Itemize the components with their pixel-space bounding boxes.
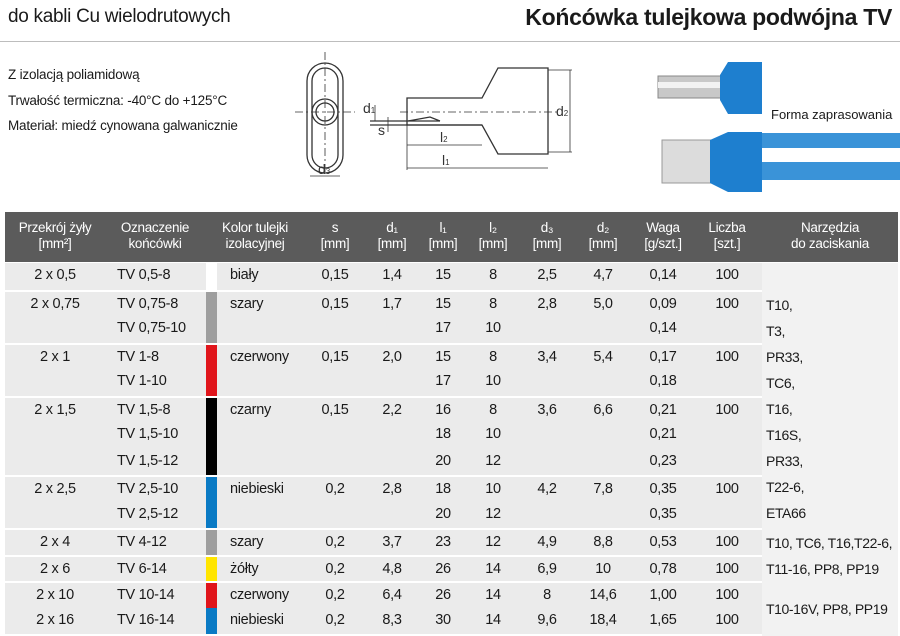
s-cell: 0,2 xyxy=(325,534,345,550)
l1-cell: 23 xyxy=(435,534,451,550)
spec-insulation: Z izolacją poliamidową xyxy=(8,67,140,82)
l1-cell: 17 xyxy=(435,373,451,389)
d2-cell: 10 xyxy=(595,560,611,577)
color-swatch xyxy=(206,369,217,396)
l1-cell: 26 xyxy=(435,587,451,603)
d1-cell: 6,4 xyxy=(382,587,402,603)
color-name-cell: czarny xyxy=(230,401,271,418)
code-cell: TV 0,75-10 xyxy=(117,320,186,336)
d3-cell: 4,9 xyxy=(537,534,557,550)
table-row xyxy=(5,449,762,476)
d1-cell: 3,7 xyxy=(382,534,402,550)
l2-cell: 10 xyxy=(485,373,501,389)
col-d3: d₃ [mm] xyxy=(532,220,562,251)
weight-cell: 0,35 xyxy=(649,505,677,522)
d2-cell: 14,6 xyxy=(589,587,617,603)
label-s: s xyxy=(378,122,385,138)
l1-cell: 16 xyxy=(435,401,451,418)
color-swatch xyxy=(206,557,217,582)
s-cell: 0,15 xyxy=(321,348,349,365)
weight-cell: 0,14 xyxy=(649,320,677,336)
l1-cell: 20 xyxy=(435,505,451,522)
subtitle: do kabli Cu wielodrutowych xyxy=(8,6,231,27)
weight-cell: 0,21 xyxy=(649,426,677,442)
s-cell: 0,15 xyxy=(321,401,349,418)
l1-cell: 26 xyxy=(435,560,451,577)
l2-cell: 10 xyxy=(485,481,501,497)
d1-cell: 1,7 xyxy=(382,295,402,312)
table-row xyxy=(5,502,762,529)
section-cell: 2 x 1,5 xyxy=(34,401,76,418)
d2-cell: 5,0 xyxy=(593,295,613,312)
count-cell: 100 xyxy=(715,587,739,603)
section-cell: 2 x 0,5 xyxy=(34,267,76,283)
d1-cell: 8,3 xyxy=(382,611,402,628)
label-d2: d2 xyxy=(556,103,569,119)
weight-cell: 0,18 xyxy=(649,373,677,389)
code-cell: TV 2,5-12 xyxy=(117,505,178,522)
color-swatch xyxy=(206,263,217,290)
code-cell: TV 10-14 xyxy=(117,587,175,603)
photo-caption: Forma zaprasowania xyxy=(771,107,893,122)
color-name-cell: czerwony xyxy=(230,348,289,365)
d1-cell: 2,2 xyxy=(382,401,402,418)
code-cell: TV 2,5-10 xyxy=(117,481,178,497)
color-name-cell: szary xyxy=(230,534,264,550)
label-d1: d1 xyxy=(363,100,376,116)
table-row xyxy=(5,263,762,290)
color-swatch xyxy=(206,608,217,635)
d1-cell: 1,4 xyxy=(382,267,402,283)
label-l1: l1 xyxy=(442,152,450,168)
weight-cell: 0,53 xyxy=(649,534,677,550)
d3-cell: 6,9 xyxy=(537,560,557,577)
l1-cell: 17 xyxy=(435,320,451,336)
spec-temperature: Trwałość termiczna: -40°C do +125°C xyxy=(8,93,228,108)
d1-cell: 2,0 xyxy=(382,348,402,365)
table-row xyxy=(5,290,762,317)
table-row xyxy=(5,555,762,582)
weight-cell: 0,23 xyxy=(649,452,677,469)
count-cell: 100 xyxy=(715,267,739,283)
d3-cell: 4,2 xyxy=(537,481,557,497)
l2-cell: 8 xyxy=(489,295,497,312)
l2-cell: 12 xyxy=(485,452,501,469)
weight-cell: 0,35 xyxy=(649,481,677,497)
tools-list: T10, T3, PR33, TC6, T16, T16S, PR33, T22-6, ETA66 xyxy=(766,296,806,521)
d3-cell: 3,6 xyxy=(537,401,557,418)
section-cell: 2 x 16 xyxy=(36,611,74,628)
code-cell: TV 0,75-8 xyxy=(117,295,178,312)
l2-cell: 10 xyxy=(485,426,501,442)
code-cell: TV 1,5-10 xyxy=(117,426,178,442)
table-row xyxy=(5,581,762,608)
l1-cell: 30 xyxy=(435,611,451,628)
table-row xyxy=(5,422,762,449)
technical-drawing xyxy=(280,50,600,190)
count-cell: 100 xyxy=(715,348,739,365)
color-swatch xyxy=(206,316,217,343)
color-swatch xyxy=(206,292,217,317)
color-name-cell: niebieski xyxy=(230,481,284,497)
count-cell: 100 xyxy=(715,481,739,497)
color-swatch xyxy=(206,530,217,555)
code-cell: TV 1-10 xyxy=(117,373,167,389)
d3-cell: 8 xyxy=(543,587,551,603)
s-cell: 0,2 xyxy=(325,481,345,497)
weight-cell: 1,00 xyxy=(649,587,677,603)
section-cell: 2 x 4 xyxy=(40,534,70,550)
s-cell: 0,2 xyxy=(325,611,345,628)
col-s: s [mm] xyxy=(320,220,350,251)
col-d2: d₂ [mm] xyxy=(588,220,618,251)
color-swatch xyxy=(206,449,217,476)
count-cell: 100 xyxy=(715,611,739,628)
l2-cell: 8 xyxy=(489,401,497,418)
section-cell: 2 x 1 xyxy=(40,348,70,365)
col-przekroj: Przekrój żyły [mm²] xyxy=(18,220,92,251)
d2-cell: 4,7 xyxy=(593,267,613,283)
table-row xyxy=(5,475,762,502)
code-cell: TV 0,5-8 xyxy=(117,267,171,283)
weight-cell: 0,09 xyxy=(649,295,677,312)
col-oznaczenie: Oznaczenie końcówki xyxy=(120,220,190,251)
weight-cell: 0,78 xyxy=(649,560,677,577)
color-name-cell: czerwony xyxy=(230,587,289,603)
l2-cell: 14 xyxy=(485,611,501,628)
l1-cell: 20 xyxy=(435,452,451,469)
code-cell: TV 4-12 xyxy=(117,534,167,550)
l1-cell: 15 xyxy=(435,348,451,365)
color-name-cell: niebieski xyxy=(230,611,284,628)
d2-cell: 6,6 xyxy=(593,401,613,418)
table-row xyxy=(5,343,762,370)
tools-list: T10, TC6, T16,T22-6, T11-16, PP8, PP19 xyxy=(766,535,893,577)
weight-cell: 0,14 xyxy=(649,267,677,283)
col-d1: d₁ [mm] xyxy=(377,220,407,251)
l1-cell: 15 xyxy=(435,295,451,312)
l1-cell: 18 xyxy=(435,426,451,442)
l1-cell: 15 xyxy=(435,267,451,283)
code-cell: TV 1-8 xyxy=(117,348,159,365)
weight-cell: 1,65 xyxy=(649,611,677,628)
l2-cell: 12 xyxy=(485,534,501,550)
table-body xyxy=(5,263,898,636)
l2-cell: 12 xyxy=(485,505,501,522)
section-cell: 2 x 0,75 xyxy=(30,295,80,312)
col-liczba: Liczba [szt.] xyxy=(708,220,746,251)
color-swatch xyxy=(206,477,217,502)
l1-cell: 18 xyxy=(435,481,451,497)
table-row xyxy=(5,396,762,423)
col-narzedzia: Narzędzia do zaciskania xyxy=(791,220,869,251)
weight-cell: 0,21 xyxy=(649,401,677,418)
color-name-cell: biały xyxy=(230,267,259,283)
count-cell: 100 xyxy=(715,560,739,577)
section-cell: 2 x 10 xyxy=(36,587,74,603)
d1-cell: 4,8 xyxy=(382,560,402,577)
table-row xyxy=(5,369,762,396)
l2-cell: 14 xyxy=(485,587,501,603)
code-cell: TV 16-14 xyxy=(117,611,175,628)
label-d3: d3 xyxy=(318,161,331,177)
color-name-cell: szary xyxy=(230,295,264,312)
l2-cell: 14 xyxy=(485,560,501,577)
l2-cell: 10 xyxy=(485,320,501,336)
color-swatch xyxy=(206,345,217,370)
table-header xyxy=(5,212,898,262)
s-cell: 0,2 xyxy=(325,587,345,603)
spec-material: Materiał: miedź cynowana galwanicznie xyxy=(8,118,238,133)
d3-cell: 2,5 xyxy=(537,267,557,283)
count-cell: 100 xyxy=(715,534,739,550)
s-cell: 0,15 xyxy=(321,267,349,283)
color-name-cell: żółty xyxy=(230,560,259,577)
table-row xyxy=(5,528,762,555)
section-cell: 2 x 6 xyxy=(40,560,70,577)
code-cell: TV 6-14 xyxy=(117,560,167,577)
count-cell: 100 xyxy=(715,401,739,418)
d3-cell: 2,8 xyxy=(537,295,557,312)
d2-cell: 5,4 xyxy=(593,348,613,365)
color-swatch xyxy=(206,502,217,529)
table-row xyxy=(5,608,762,635)
code-cell: TV 1,5-12 xyxy=(117,452,178,469)
code-cell: TV 1,5-8 xyxy=(117,401,171,418)
d3-cell: 9,6 xyxy=(537,611,557,628)
color-swatch xyxy=(206,422,217,449)
col-waga: Waga [g/szt.] xyxy=(644,220,682,251)
l2-cell: 8 xyxy=(489,348,497,365)
col-l1: l₁ [mm] xyxy=(428,220,458,251)
page-title: Końcówka tulejkowa podwójna TV xyxy=(525,4,892,30)
weight-cell: 0,17 xyxy=(649,348,677,365)
d2-cell: 18,4 xyxy=(589,611,617,628)
s-cell: 0,2 xyxy=(325,560,345,577)
d3-cell: 3,4 xyxy=(537,348,557,365)
color-swatch xyxy=(206,583,217,608)
d2-cell: 7,8 xyxy=(593,481,613,497)
l2-cell: 8 xyxy=(489,267,497,283)
table-row xyxy=(5,316,762,343)
color-swatch xyxy=(206,398,217,423)
d2-cell: 8,8 xyxy=(593,534,613,550)
label-l2: l2 xyxy=(440,129,448,145)
s-cell: 0,15 xyxy=(321,295,349,312)
tools-list: T10-16V, PP8, PP19 xyxy=(766,601,888,618)
col-l2: l₂ [mm] xyxy=(478,220,508,251)
section-cell: 2 x 2,5 xyxy=(34,481,76,497)
tools-column xyxy=(762,263,898,636)
d1-cell: 2,8 xyxy=(382,481,402,497)
col-kolor: Kolor tulejki izolacyjnej xyxy=(222,220,288,251)
count-cell: 100 xyxy=(715,295,739,312)
